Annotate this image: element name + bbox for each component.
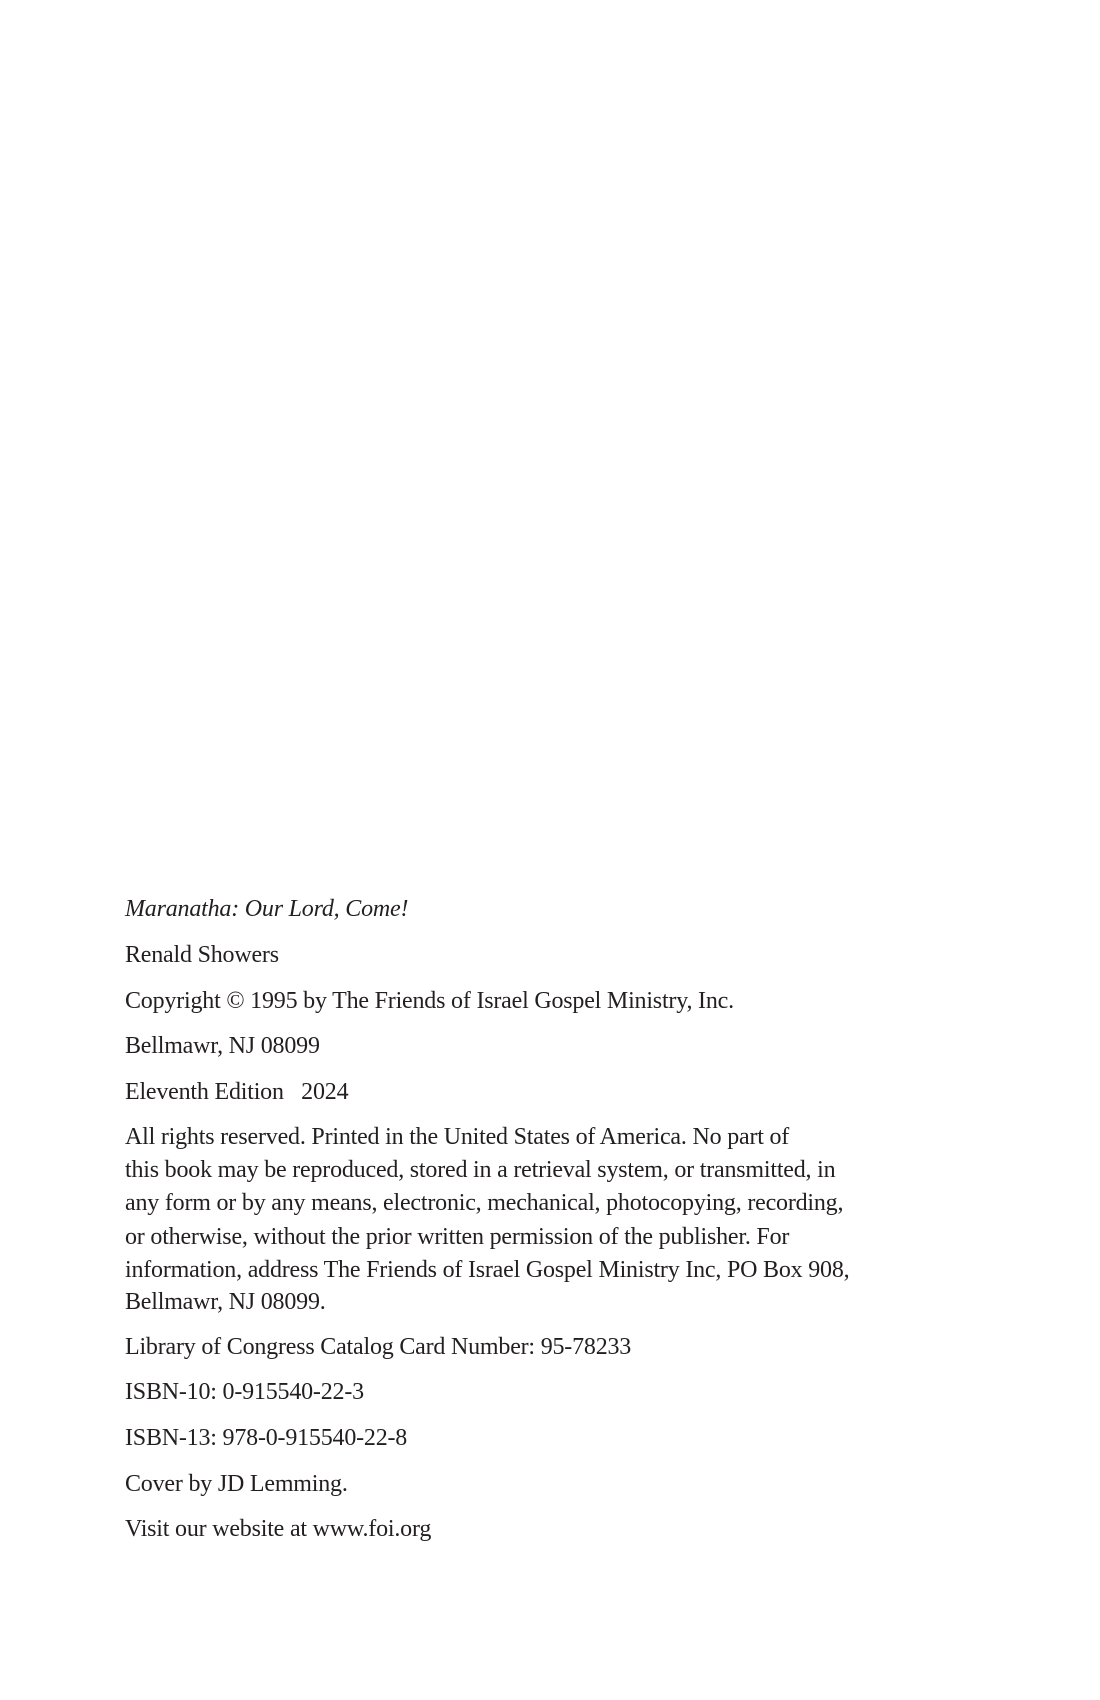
rights-line: All rights reserved. Printed in the United States of America. No part of: [125, 1124, 790, 1150]
cover-credit: Cover by JD Lemming.: [125, 1471, 348, 1497]
isbn-10: ISBN-10: 0-915540-22-3: [125, 1379, 364, 1405]
rights-line: information, address The Friends of Israel Gospel Ministry Inc, PO Box 908,: [125, 1257, 850, 1283]
rights-line: this book may be reproduced, stored in a retrieval system, or transmitted, in: [125, 1157, 836, 1183]
edition-info: Eleventh Edition 2024: [125, 1079, 349, 1105]
rights-line: any form or by any means, electronic, mechanical, photocopying, recording,: [125, 1190, 844, 1216]
book-title: Maranatha: Our Lord, Come!: [125, 896, 409, 922]
rights-line: or otherwise, without the prior written permission of the publisher. For: [125, 1224, 790, 1250]
publisher-location: Bellmawr, NJ 08099: [125, 1033, 320, 1059]
lccn: Library of Congress Catalog Card Number: 95-78233: [125, 1334, 632, 1360]
author-name: Renald Showers: [125, 942, 279, 968]
isbn-13: ISBN-13: 978-0-915540-22-8: [125, 1425, 408, 1451]
rights-line: Bellmawr, NJ 08099.: [125, 1289, 326, 1315]
copyright-notice: Copyright © 1995 by The Friends of Israel Gospel Ministry, Inc.: [125, 988, 734, 1014]
website-line: Visit our website at www.foi.org: [125, 1516, 432, 1542]
